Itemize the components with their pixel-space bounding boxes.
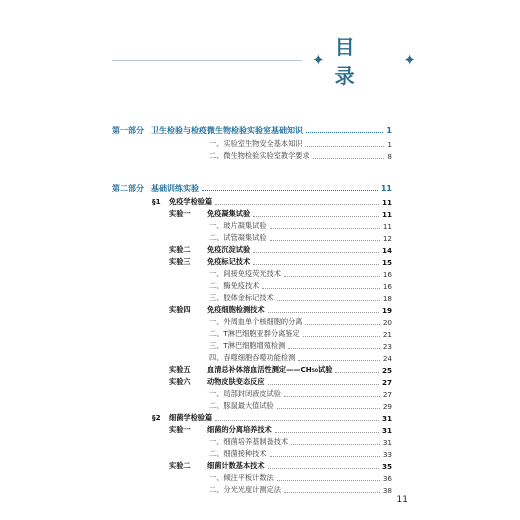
toc-entry-sec[interactable] [112, 412, 392, 424]
dot-leader [284, 396, 380, 397]
toc-page-number: 1 [386, 125, 392, 135]
toc-entry-title: 二、T淋巴细胞亚群分离鉴定 [209, 329, 300, 338]
toc-entry-title: 三、胶体金标记技术 [209, 293, 274, 302]
toc-entry-title: 四、吞噬细胞吞噬功能检测 [209, 353, 296, 362]
dot-leader [288, 348, 380, 349]
toc-entry-item[interactable] [112, 436, 392, 448]
toc-entry-exp[interactable] [112, 364, 392, 376]
experiment-title: 免疫沉淀试验 [207, 245, 251, 254]
experiment-label: 实验四 [169, 305, 191, 314]
dot-leader [277, 300, 380, 301]
toc-entry-title: 二、分光光度计测定法 [209, 485, 281, 494]
page-title-text: 目 录 [334, 35, 361, 88]
toc-entry-part[interactable] [112, 124, 392, 136]
toc-page-number: 8 [387, 151, 392, 161]
toc-page-number: 21 [382, 329, 392, 339]
toc-page-number: 23 [382, 341, 392, 351]
dot-leader [306, 132, 383, 133]
toc-page-number: 35 [381, 461, 392, 471]
toc-page-number: 36 [382, 473, 392, 483]
dot-leader [275, 432, 379, 433]
toc-entry-item[interactable] [112, 484, 392, 496]
toc-entry-item[interactable] [112, 448, 392, 460]
toc-entry-item[interactable] [112, 232, 392, 244]
toc-entry-title: 二、试管凝集试验 [209, 233, 267, 242]
toc-entry-item[interactable] [112, 472, 392, 484]
toc-page-number: 31 [382, 437, 392, 447]
experiment-label: 实验五 [169, 365, 191, 374]
toc-page-number: 31 [381, 425, 392, 435]
dot-leader [253, 264, 379, 265]
toc-entry-item[interactable] [112, 292, 392, 304]
toc-entry-item[interactable] [112, 280, 392, 292]
toc-entry-title [112, 461, 265, 471]
toc-entry-title [112, 413, 212, 423]
experiment-label: 实验二 [169, 461, 191, 470]
toc-entry-item[interactable] [112, 328, 392, 340]
toc-entry-item[interactable] [112, 316, 392, 328]
toc-page-number: 12 [382, 233, 392, 243]
dot-leader [277, 480, 380, 481]
toc-entry-title [112, 125, 303, 136]
toc-entry-title [112, 245, 250, 255]
toc-entry-item[interactable] [112, 400, 392, 412]
experiment-title: 动物皮肤变态反应 [207, 377, 265, 386]
section-title: 细菌学检验篇 [169, 413, 213, 422]
dot-leader [291, 444, 380, 445]
experiment-title: 细菌计数基本技术 [207, 461, 265, 470]
dot-leader [284, 276, 380, 277]
dot-leader [270, 228, 380, 229]
toc-entry-exp[interactable] [112, 244, 392, 256]
toc-page-number: 38 [382, 485, 392, 495]
toc-page-number: 33 [382, 449, 392, 459]
toc-entry-exp[interactable] [112, 208, 392, 220]
toc-entry-title: 二、细菌接种技术 [209, 449, 267, 458]
toc-page-number: 31 [381, 413, 392, 423]
toc-entry-exp[interactable] [112, 424, 392, 436]
experiment-label: 实验一 [169, 209, 191, 218]
dot-leader [215, 204, 379, 205]
toc-entry-item[interactable] [112, 220, 392, 232]
toc-entry-title [112, 425, 272, 435]
toc-entry-title: 一、实验室生物安全基本知识 [209, 139, 303, 148]
part-label: 第二部分 [112, 183, 144, 193]
toc-entry-title [112, 197, 212, 207]
toc-page-number: 27 [381, 377, 392, 387]
toc-entry-exp[interactable] [112, 460, 392, 472]
dot-leader [284, 492, 380, 493]
experiment-label: 实验一 [169, 425, 191, 434]
toc-page-number: 20 [382, 317, 392, 327]
dot-leader [305, 324, 379, 325]
dot-leader [277, 408, 380, 409]
toc-entry-item[interactable] [112, 268, 392, 280]
toc-page-number: 19 [381, 305, 392, 315]
toc-entry-title [112, 365, 332, 375]
dot-leader [215, 420, 379, 421]
dot-leader [298, 360, 380, 361]
toc-entry-item[interactable] [112, 388, 392, 400]
toc-page-number: 24 [382, 353, 392, 363]
toc-page-number: 25 [381, 365, 392, 375]
page-number: 11 [396, 495, 408, 505]
toc-entry-title: 二、酶免疫技术 [209, 281, 260, 290]
toc-entry-title: 一、玻片凝集试验 [209, 221, 267, 230]
toc-page-number: 11 [381, 209, 392, 219]
section-label: §2 [152, 413, 161, 422]
dot-leader [335, 372, 379, 373]
toc-entry-title: 二、豚鼠最大值试验 [209, 401, 274, 410]
part-title: 卫生检验与检疫微生物检验实验室基础知识 [151, 125, 303, 135]
toc-entry-part[interactable] [112, 182, 392, 194]
toc-entry-title [112, 377, 265, 387]
dot-leader [253, 252, 379, 253]
page-title [312, 35, 416, 88]
toc-page-number: 11 [382, 221, 392, 231]
toc-entry-item[interactable] [112, 340, 392, 352]
toc-entry-title [112, 257, 250, 267]
toc-page-number: 11 [380, 183, 392, 193]
dot-leader [262, 288, 380, 289]
experiment-label: 实验三 [169, 257, 191, 266]
toc-entry-title: 一、细菌培养基制备技术 [209, 437, 289, 446]
dot-leader [268, 468, 379, 469]
dot-leader [270, 240, 380, 241]
sparkle-icon: ✦ [312, 51, 325, 69]
toc-entry-title [112, 305, 265, 315]
toc-page-number: 27 [382, 389, 392, 399]
section-title: 免疫学检验篇 [169, 197, 213, 206]
toc-entry-sec[interactable] [112, 196, 392, 208]
dot-leader [268, 384, 379, 385]
toc-entry-title: 一、局部封闭液皮试验 [209, 389, 281, 398]
experiment-title: 免疫标记技术 [207, 257, 251, 266]
dot-leader [202, 190, 378, 191]
sparkle-icon: ✦ [403, 51, 416, 69]
experiment-title: 细菌的分离培养技术 [207, 425, 272, 434]
experiment-title: 血清总补体溶血活性测定——CH₅₀试验 [207, 365, 333, 374]
toc-entry-exp[interactable] [112, 304, 392, 316]
dot-leader [270, 456, 380, 457]
toc-page-number: 11 [381, 197, 392, 207]
dot-leader [268, 312, 379, 313]
toc-page-number: 14 [381, 245, 392, 255]
toc-entry-title: 二、微生物检验实验室教学要求 [209, 151, 310, 160]
toc-page-number: 1 [387, 139, 392, 149]
part-title: 基础训练实验 [151, 183, 199, 193]
dot-leader [305, 146, 384, 147]
dot-leader [313, 158, 385, 159]
section-label: §1 [152, 197, 161, 206]
toc-page-number: 16 [382, 281, 392, 291]
toc-entry-exp[interactable] [112, 376, 392, 388]
dot-leader [303, 336, 380, 337]
toc-page-number: 15 [381, 257, 392, 267]
experiment-label: 实验二 [169, 245, 191, 254]
experiment-title: 免疫凝集试验 [207, 209, 251, 218]
toc-entry-item[interactable] [112, 138, 392, 150]
toc-entry-title: 一、间接免疫荧光技术 [209, 269, 281, 278]
toc-page-number: 29 [382, 401, 392, 411]
toc-page-number: 16 [382, 269, 392, 279]
part-label: 第一部分 [112, 125, 144, 135]
toc-entry-title: 一、倾注平板计数法 [209, 473, 274, 482]
dot-leader [253, 216, 379, 217]
toc-entry-title [112, 183, 199, 194]
toc-entry-title [112, 209, 250, 219]
toc-page-number: 18 [382, 293, 392, 303]
toc-entry-exp[interactable] [112, 256, 392, 268]
experiment-label: 实验六 [169, 377, 191, 386]
toc-entry-item[interactable] [112, 150, 392, 162]
toc-entry-title: 一、外周血单个核细胞的分离 [209, 317, 303, 326]
title-rule-left [112, 60, 302, 61]
toc-entry-item[interactable] [112, 352, 392, 364]
toc-entry-title: 三、T淋巴细胞增殖检测 [209, 341, 286, 350]
experiment-title: 免疫细胞检测技术 [207, 305, 265, 314]
